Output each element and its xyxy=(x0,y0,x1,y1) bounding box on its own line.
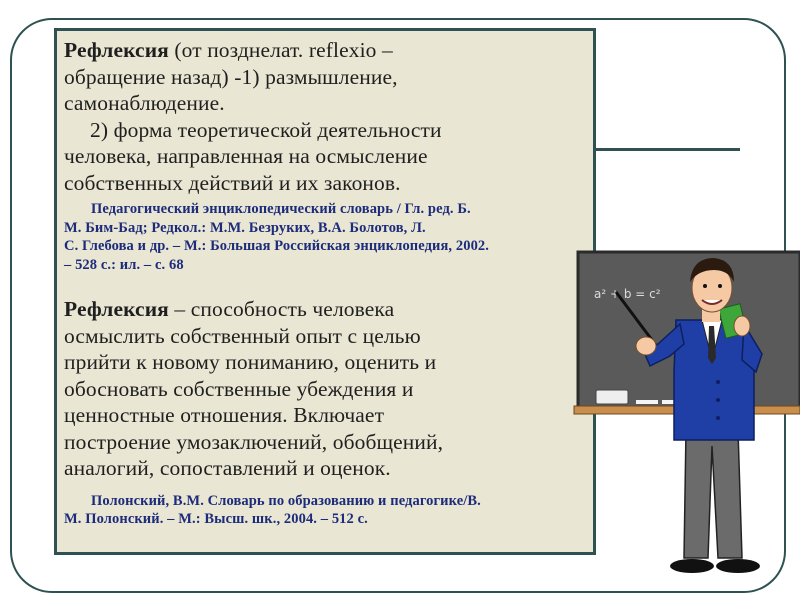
definition-1-line-3: самонаблюдение. xyxy=(64,91,225,115)
definition-1-line-5: человека, направленная на осмысление xyxy=(64,144,428,168)
citation-2 xyxy=(64,492,589,529)
decorative-rule xyxy=(596,148,740,151)
term-reflexia-2: Рефлексия xyxy=(64,297,169,321)
chalk xyxy=(636,400,658,404)
definition-paragraph-2 xyxy=(64,296,589,482)
citation-1-line-4: – 528 с.: ил. – с. 68 xyxy=(64,256,184,273)
definition-panel xyxy=(54,28,596,555)
teacher-illustration xyxy=(572,240,800,580)
definition-1-line-4: 2) форма теоретической деятельности xyxy=(90,117,442,142)
board-formula: a² + b = c² xyxy=(594,287,661,301)
definition-2-line-5: ценностные отношения. Включает xyxy=(64,403,385,427)
teacher-legs xyxy=(670,430,760,573)
term-reflexia: Рефлексия xyxy=(64,38,169,62)
definition-1-line-2: обращение назад) -1) размышление, xyxy=(64,64,398,89)
citation-2-line-1: Полонский, В.М. Словарь по образованию и педагогике/В. xyxy=(91,492,481,509)
definition-2-line-6: построение умозаключений, обобщений, xyxy=(64,429,444,454)
definition-2-line-3: прийти к новому пониманию, оценить и xyxy=(64,350,437,374)
eraser xyxy=(596,390,628,404)
citation-1 xyxy=(64,200,589,274)
teacher-body xyxy=(674,320,754,440)
citation-1-line-3: С. Глебова и др. – М.: Большая Российская энциклопедия, 2002. xyxy=(64,238,490,254)
definition-2-line-1: – способность человека xyxy=(168,297,395,321)
definition-paragraph-1 xyxy=(64,37,589,196)
definition-1-line-6: собственных действий и их законов. xyxy=(64,170,401,195)
citation-1-line-2: М. Бим-Бад; Редкол.: М.М. Безруких, В.А. Болотов, Л. xyxy=(64,219,426,236)
definition-2-line-4: обосновать собственные убеждения и xyxy=(64,376,414,401)
definition-2-line-7: аналогий, сопоставлений и оценок. xyxy=(64,456,391,480)
definition-1-line-1: (от позднелат. reflexio – xyxy=(168,38,393,62)
citation-2-line-2: М. Полонский. – М.: Высш. шк., 2004. – 512 с. xyxy=(64,511,368,527)
definition-2-line-2: осмыслить собственный опыт с целью xyxy=(64,323,421,348)
citation-1-line-1: Педагогический энциклопедический словарь / Гл. ред. Б. xyxy=(91,201,471,217)
